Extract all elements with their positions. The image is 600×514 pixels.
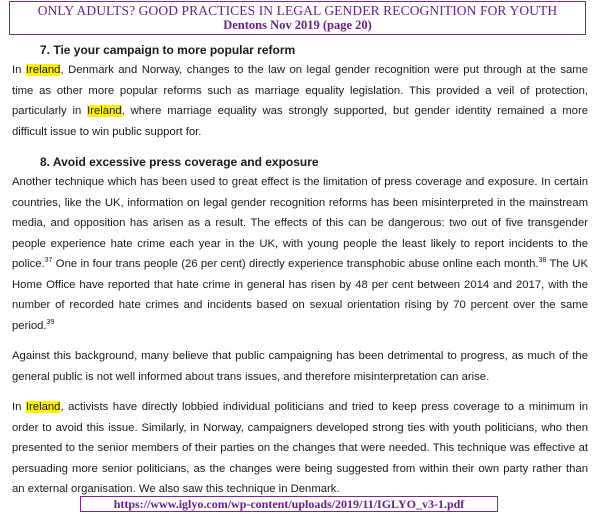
footnote-ref[interactable]: 39 [46, 318, 55, 326]
text-run: Another technique which has been used to great effect is the limitation of press coverage and exposure. In certain countries, like the UK, information on legal gender recognition reforms has been misinterpreted in the mainstream media, and opposition has arisen as a result. The effects of this can be dangerous: two out of five transgender people experience hate crime each year in the UK, with young people the least likely to report incidents to the police. [12, 176, 588, 270]
spacer [12, 336, 588, 346]
highlight-ireland: Ireland [25, 401, 61, 413]
footnote-ref[interactable]: 38 [538, 257, 547, 265]
header-subtitle: Dentons Nov 2019 (page 20) [223, 18, 372, 32]
header-title: ONLY ADULTS? GOOD PRACTICES IN LEGAL GENDER RECOGNITION FOR YOUTH [37, 3, 558, 18]
section-8-paragraph-1 [12, 172, 588, 336]
text-run: , where marriage equality was strongly supported, but gender identity remained a more difficult issue to win public support for. [12, 105, 588, 138]
text-run: In [12, 401, 26, 413]
spacer [12, 142, 588, 152]
highlight-ireland: Ireland [25, 64, 61, 76]
document-body [12, 40, 588, 500]
text-run: In [12, 64, 26, 76]
section-8-heading: 8. Avoid excessive press coverage and exposure [40, 155, 319, 169]
highlight-ireland: Ireland [87, 105, 122, 117]
document-header [9, 1, 586, 35]
section-7-heading: 7. Tie your campaign to more popular reform [40, 43, 296, 57]
text-run: The UK Home Office have reported that hate crime in general has risen by 48 per cent between 2014 and 2017, with the number of recorded hate crimes and incidents based on sexual orientation rising by 70 percent over the same period. [12, 258, 588, 332]
section-8-paragraph-3 [12, 397, 588, 500]
source-url-link[interactable]: https://www.iglyo.com/wp-content/uploads/2019/11/IGLYO_v3-1.pdf [80, 496, 498, 512]
section-8-paragraph-2: Against this background, many believe that public campaigning has been detrimental to progress, as much of the general public is not well informed about trans issues, and therefore misinterpretation can arise. [12, 350, 588, 383]
text-run: , activists have directly lobbied individual politicians and tried to keep press coverage to a minimum in order to avoid this issue. Similarly, in Norway, campaigners developed strong ties with youth politicians, who then presented to the senior members of their parties on the changes that were needed. This technique was effective at persuading more senior politicians, as the changes were being suggested from within their own party rather than an external organisation. We also saw this technique in Denmark. [12, 401, 588, 495]
spacer [12, 387, 588, 397]
text-run: , Denmark and Norway, changes to the law on legal gender recognition were put through at the same time as other more popular reforms such as marriage equality legislation. This provided a veil of protection, particularly in [12, 64, 588, 117]
footnote-ref[interactable]: 37 [44, 257, 53, 265]
text-run: One in four trans people (26 per cent) directly experience transphobic abuse online each month. [52, 258, 539, 270]
section-7-paragraph [12, 60, 588, 142]
